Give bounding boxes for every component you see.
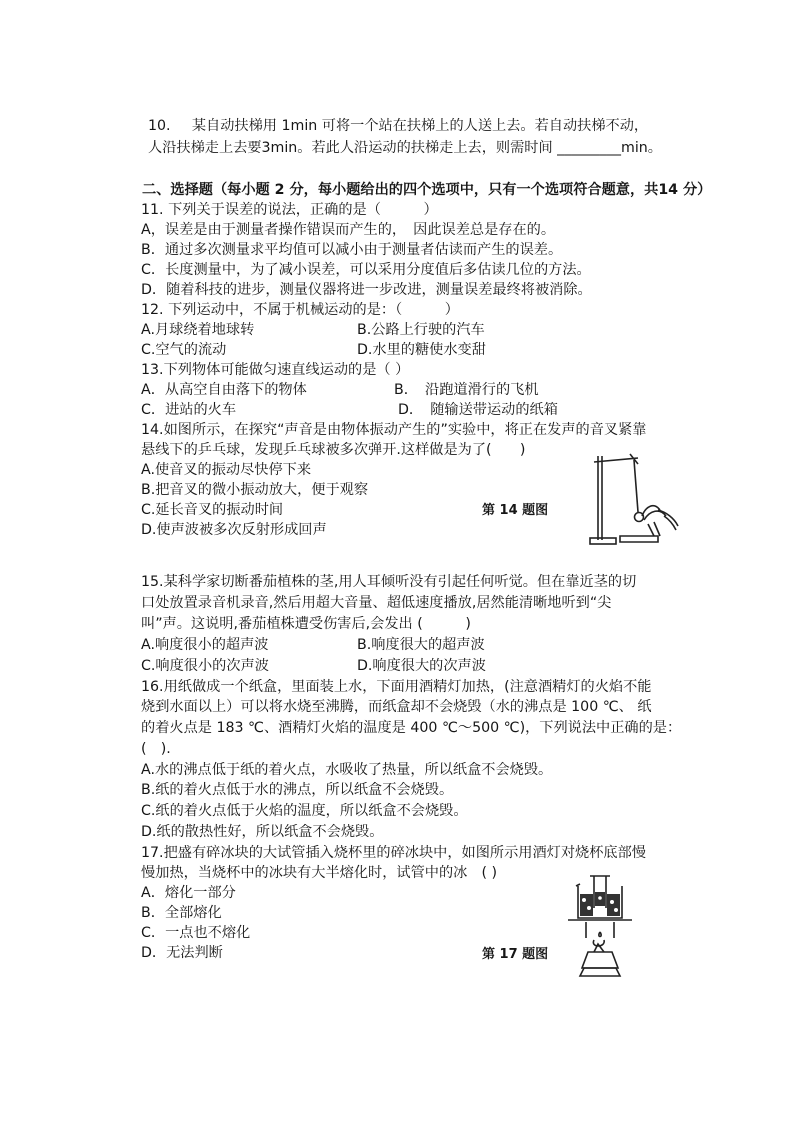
q12-option-b[interactable]: B.公路上行驶的汽车 — [357, 322, 485, 338]
q17-option-c[interactable]: C．一点也不熔化 — [141, 925, 251, 941]
q11-option-c[interactable]: C．长度测量中，为了减小误差，可以采用分度值后多估读几位的方法。 — [141, 262, 591, 278]
q16-option-b[interactable]: B.纸的着火点低于水的沸点，所以纸盒不会烧毁。 — [141, 782, 454, 798]
q10-line1 — [148, 116, 648, 137]
q15-option-b[interactable]: B.响度很大的超声波 — [357, 637, 485, 653]
q11-stem: 11. 下列关于误差的说法，正确的是（ ） — [141, 202, 438, 218]
q17-figure-caption: 第 17 题图 — [482, 947, 549, 962]
q10-line2 — [148, 138, 662, 159]
tuning-fork-figure — [582, 452, 692, 552]
q17-option-b[interactable]: B．全部熔化 — [141, 905, 222, 921]
q10-answer-blank[interactable]: _________ — [557, 140, 622, 156]
q12-option-a[interactable]: A.月球绕着地球转 — [141, 322, 255, 338]
q13-option-b[interactable]: B． 沿跑道滑行的飞机 — [394, 382, 539, 398]
q10-unit: min。 — [621, 140, 662, 156]
q17-option-a[interactable]: A．熔化一部分 — [141, 885, 236, 901]
q12-option-d[interactable]: D.水里的糖使水变甜 — [357, 342, 486, 358]
q10-text-line1: 某自动扶梯用 1min 可将一个站在扶梯上的人送上去。若自动扶梯不动， — [191, 118, 649, 134]
q14-option-a[interactable]: A.使音叉的振动尽快停下来 — [141, 462, 312, 478]
q11-option-b[interactable]: B．通过多次测量求平均值可以减小由于测量者估读而产生的误差。 — [141, 242, 563, 258]
q14-option-d[interactable]: D.使声波被多次反射形成回声 — [141, 522, 327, 538]
q10-number: 10. — [148, 118, 171, 134]
q13-option-c[interactable]: C．进站的火车 — [141, 402, 237, 418]
q15-stem-line1: 15.某科学家切断番茄植株的茎,用人耳倾听没有引起任何听觉。但在靠近茎的切 — [141, 574, 637, 590]
q16-stem-line2: 烧到水面以上）可以将水烧至沸腾，而纸盒却不会烧毁（水的沸点是 100 ℃、 纸 — [141, 699, 652, 715]
q14-option-c[interactable]: C.延长音叉的振动时间 — [141, 502, 284, 518]
q16-stem-line3: 的着火点是 183 ℃、酒精灯火焰的温度是 400 ℃～500 ℃)，下列说法中正确的是： — [141, 720, 682, 736]
q15-option-d[interactable]: D.响度很大的次声波 — [357, 658, 486, 674]
q12-option-c[interactable]: C.空气的流动 — [141, 342, 227, 358]
q15-option-a[interactable]: A.响度很小的超声波 — [141, 637, 269, 653]
q11-option-d[interactable]: D．随着科技的进步，测量仪器将进一步改进，测量误差最终将被消除。 — [141, 282, 592, 298]
q17-option-d[interactable]: D．无法判断 — [141, 945, 223, 961]
q16-stem-line1: 16.用纸做成一个纸盒，里面装上水，下面用酒精灯加热，(注意酒精灯的火焰不能 — [141, 679, 652, 695]
beaker-lamp-figure — [560, 872, 650, 984]
q10-text-line2: 人沿扶梯走上去要3min。若此人沿运动的扶梯走上去，则需时间 — [148, 140, 558, 156]
section2-title: 二、选择题（每小题 2 分，每小题给出的四个选项中，只有一个选项符合题意，共14 分） — [142, 182, 712, 198]
q14-figure-caption: 第 14 题图 — [482, 503, 549, 518]
q16-option-d[interactable]: D.纸的散热性好，所以纸盒不会烧毁。 — [141, 824, 384, 840]
q11-option-a[interactable]: A，误差是由于测量者操作错误而产生的， 因此误差总是存在的。 — [141, 222, 556, 238]
q14-stem-line1: 14.如图所示，在探究“声音是由物体振动产生的”实验中，将正在发声的音叉紧靠 — [141, 422, 647, 438]
q13-stem: 13.下列物体可能做匀速直线运动的是（ ） — [141, 362, 410, 378]
q16-option-c[interactable]: C.纸的着火点低于火焰的温度，所以纸盒不会烧毁。 — [141, 803, 468, 819]
q16-stem-line4: ( ). — [141, 741, 171, 757]
q17-stem-line1: 17.把盛有碎冰块的大试管插入烧杯里的碎冰块中，如图所示用酒灯对烧杯底部慢 — [141, 845, 646, 861]
q14-option-b[interactable]: B.把音叉的微小振动放大，便于观察 — [141, 482, 369, 498]
q13-option-a[interactable]: A．从高空自由落下的物体 — [141, 382, 307, 398]
q14-stem-line2: 悬线下的乒乓球，发现乒乓球被多次弹开.这样做是为了( ) — [141, 442, 526, 458]
q15-stem-line3: 叫”声。这说明,番茄植株遭受伤害后,会发出 ( ) — [141, 616, 471, 632]
q17-stem-line2: 慢加热，当烧杯中的冰块有大半熔化时，试管中的冰 ( ) — [141, 865, 498, 881]
q16-option-a[interactable]: A.水的沸点低于纸的着火点，水吸收了热量，所以纸盒不会烧毁。 — [141, 762, 553, 778]
q12-stem: 12. 下列运动中，不属于机械运动的是：（ ） — [141, 302, 459, 318]
q15-stem-line2: 口处放置录音机录音,然后用超大音量、超低速度播放,居然能清晰地听到“尖 — [141, 595, 612, 611]
q13-option-d[interactable]: D． 随输送带运动的纸箱 — [398, 402, 558, 418]
q15-option-c[interactable]: C.响度很小的次声波 — [141, 658, 269, 674]
